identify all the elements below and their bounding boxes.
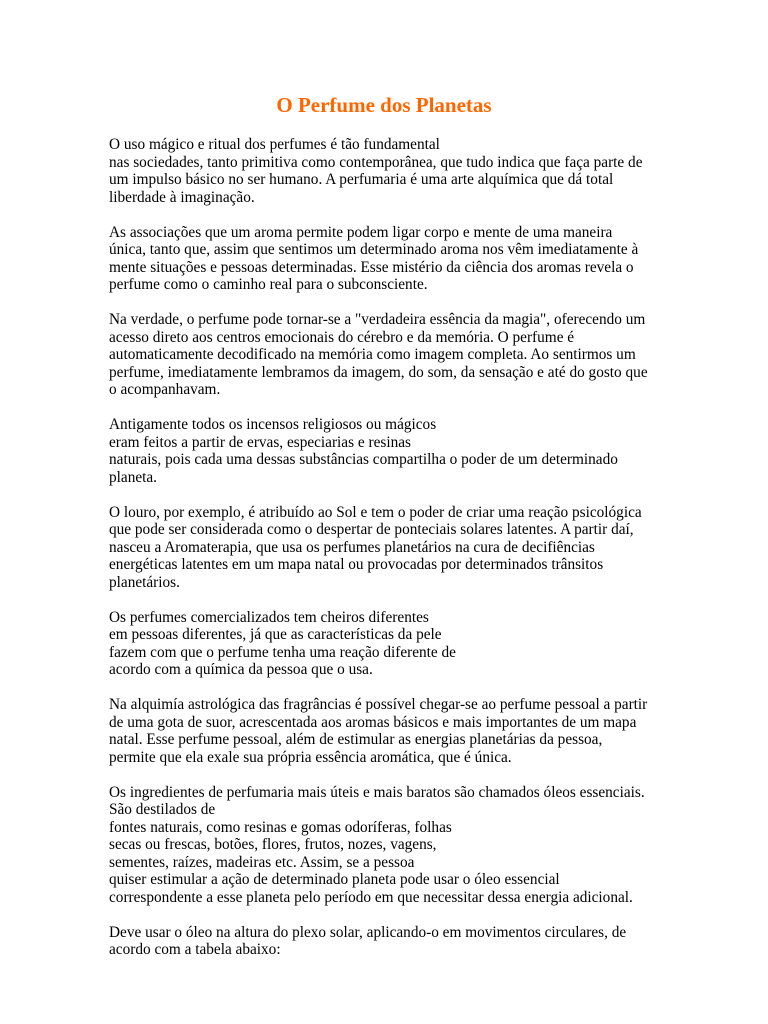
text-line: O uso mágico e ritual dos perfumes é tão fundamental bbox=[109, 136, 440, 153]
paragraph bbox=[109, 311, 669, 399]
text-line: planetários. bbox=[109, 573, 180, 591]
paragraph bbox=[109, 224, 669, 294]
text-line: o acompanhavam. bbox=[109, 381, 221, 398]
text-line: perfume, imediatamente lembramos da imagem, do som, da sensação e até do gosto que bbox=[109, 363, 648, 381]
paragraph bbox=[109, 136, 669, 206]
paragraph bbox=[109, 696, 669, 766]
text-line: liberdade à imaginação. bbox=[109, 188, 255, 206]
text-line: acesso direto aos centros emocionais do cérebro e da memória. O perfume é bbox=[109, 328, 575, 346]
paragraph bbox=[109, 924, 669, 959]
text-line: em pessoas diferentes, já que as características da pele bbox=[109, 626, 442, 643]
text-line: planeta. bbox=[109, 468, 157, 486]
text-line: que pode ser considerada como o despertar de ponteciais solares latentes. A partir daí, bbox=[109, 521, 634, 538]
text-line: As associações que um aroma permite podem ligar corpo e mente de uma maneira bbox=[109, 223, 613, 241]
text-line: natal. Esse perfume pessoal, além de estimular as energias planetárias da pessoa, bbox=[109, 731, 603, 748]
text-line: quiser estimular a ação de determinado planeta pode usar o óleo essencial bbox=[109, 871, 560, 888]
text-line: São destilados de bbox=[109, 801, 216, 818]
text-line: secas ou frescas, botões, flores, frutos, nozes, vagens, bbox=[109, 836, 437, 853]
text-line: O louro, por exemplo, é atribuído ao Sol e tem o poder de criar uma reação psicológica bbox=[109, 503, 642, 521]
text-line: Os ingredientes de perfumaria mais úteis e mais baratos são chamados óleos essenciais. bbox=[109, 783, 645, 801]
text-line: perfume como o caminho real para o subconsciente. bbox=[109, 276, 428, 293]
paragraph bbox=[109, 784, 669, 907]
page-title: O Perfume dos Planetas bbox=[276, 93, 492, 117]
text-line: Deve usar o óleo na altura do plexo solar, aplicando-o em movimentos circulares, de bbox=[109, 923, 627, 941]
text-line: única, tanto que, assim que sentimos um determinado aroma nos vêm imediatamente à bbox=[109, 241, 639, 258]
text-line: acordo com a química da pessoa que o usa. bbox=[109, 661, 373, 678]
paragraph bbox=[109, 416, 669, 486]
text-line: sementes, raízes, madeiras etc. Assim, se a pessoa bbox=[109, 853, 415, 871]
text-line: Na alquimía astrológica das fragrâncias é possível chegar-se ao perfume pessoal a partir bbox=[109, 696, 648, 713]
text-line: fontes naturais, como resinas e gomas odoríferas, folhas bbox=[109, 818, 452, 836]
paragraph bbox=[109, 504, 669, 592]
text-line: Os perfumes comercializados tem cheiros diferentes bbox=[109, 608, 429, 626]
text-line: acordo com a tabela abaixo: bbox=[109, 941, 281, 958]
text-line: energéticas latentes em um mapa natal ou provocadas por determinados trânsitos bbox=[109, 556, 604, 573]
text-line: mente situações e pessoas determinadas. Esse mistério da ciência dos aromas revela o bbox=[109, 258, 634, 276]
text-line: permite que ela exale sua própria essência aromática, que é única. bbox=[109, 748, 512, 766]
text-line: nasceu a Aromaterapia, que usa os perfumes planetários na cura de decifiências bbox=[109, 538, 595, 556]
text-line: de uma gota de suor, acrescentada aos aromas básicos e mais importantes de um mapa bbox=[109, 713, 637, 731]
text-line: fazem com que o perfume tenha uma reação diferente de bbox=[109, 643, 456, 661]
text-line: eram feitos a partir de ervas, especiarias e resinas bbox=[109, 433, 411, 451]
document-body bbox=[109, 136, 669, 976]
text-line: automaticamente decodificado na memória como imagem completa. Ao sentirmos um bbox=[109, 346, 636, 363]
text-line: Antigamente todos os incensos religiosos ou mágicos bbox=[109, 416, 437, 433]
text-line: correspondente a esse planeta pelo período em que necessitar dessa energia adicional. bbox=[109, 888, 633, 906]
paragraph bbox=[109, 609, 669, 679]
text-line: um impulso básico no ser humano. A perfumaria é uma arte alquímica que dá total bbox=[109, 171, 614, 188]
text-line: Na verdade, o perfume pode tornar-se a "verdadeira essência da magia", oferecendo um bbox=[109, 311, 646, 328]
text-line: naturais, pois cada uma dessas substâncias compartilha o poder de um determinado bbox=[109, 451, 618, 468]
text-line: nas sociedades, tanto primitiva como contemporânea, que tudo indica que faça parte de bbox=[109, 153, 643, 171]
